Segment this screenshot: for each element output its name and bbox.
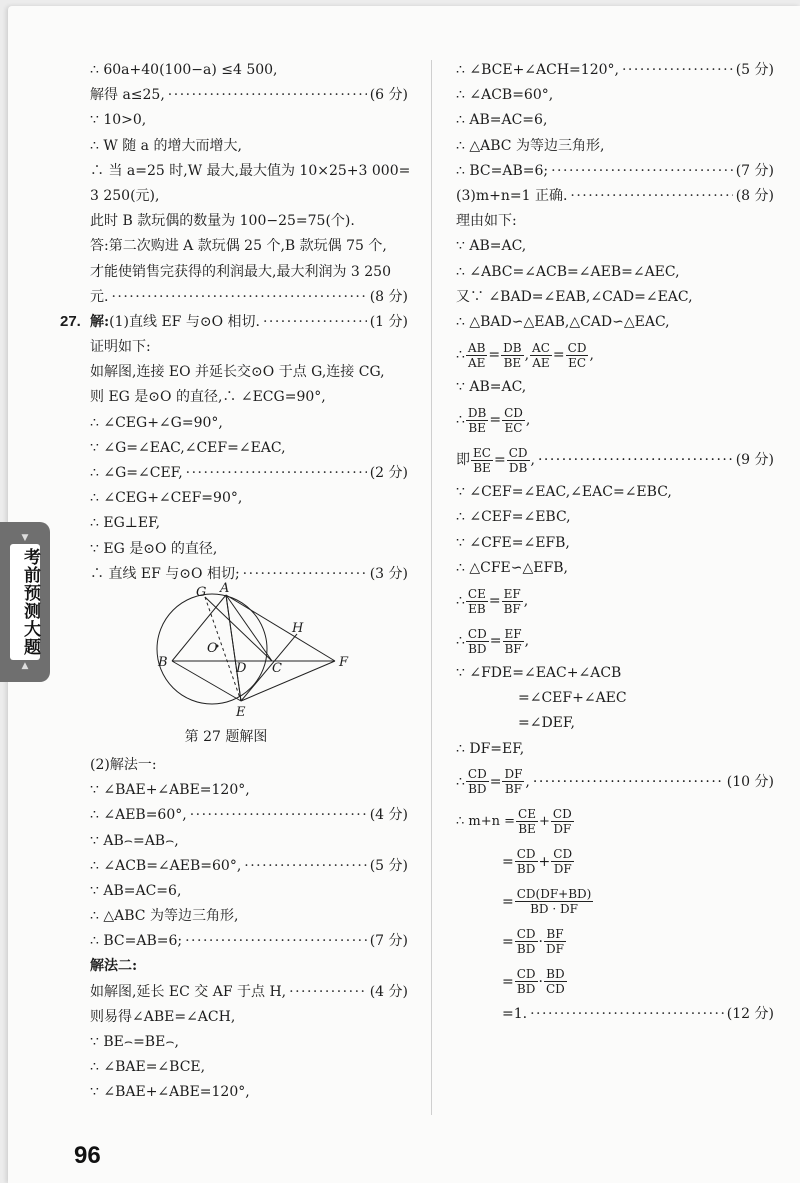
score-label: (9 分) bbox=[735, 452, 774, 469]
formula-prefix: ∴ m+n = bbox=[456, 813, 516, 829]
label-o: O bbox=[207, 640, 218, 656]
denominator: AE bbox=[467, 355, 486, 370]
line-text: ∴ ∠ACB=∠AEB=60°, bbox=[90, 857, 242, 874]
line-text: ∴ BC=AB=6; bbox=[90, 933, 183, 950]
scored-line bbox=[90, 564, 408, 584]
scored-line bbox=[90, 982, 408, 1002]
score-label: (4 分) bbox=[369, 807, 408, 824]
numerator: CD(DF+BD) bbox=[516, 887, 592, 902]
segment-ac bbox=[226, 595, 272, 661]
text-line: ∴ △ABC 为等边三角形, bbox=[90, 908, 239, 925]
scored-line bbox=[90, 931, 408, 951]
formula-prefix: 即 bbox=[456, 452, 470, 469]
text-line: ∵ ∠FDE=∠EAC+∠ACB bbox=[456, 665, 622, 681]
line-text: ∴ ∠AEB=60°, bbox=[90, 807, 187, 824]
circle-diagram-svg bbox=[90, 589, 370, 721]
text-line: ∵ ∠BAE+∠ABE=120°, bbox=[90, 782, 250, 799]
leader-dots bbox=[533, 772, 724, 792]
line-text: ∴ ∠BCE+∠ACH=120°, bbox=[456, 62, 619, 78]
numerator: AC bbox=[532, 340, 550, 355]
label-e: E bbox=[236, 704, 246, 720]
segment-ad bbox=[226, 595, 241, 701]
score-label: (1 分) bbox=[369, 313, 408, 330]
numerator: BD bbox=[546, 967, 565, 982]
numerator: CD bbox=[467, 626, 487, 641]
text-line: 答:第二次购进 A 款玩偶 25 个,B 款玩偶 75 个, bbox=[90, 238, 387, 255]
line-text: 如解图,延长 EC 交 AF 于点 H, bbox=[90, 983, 287, 1000]
scored-line bbox=[90, 287, 408, 307]
text-line: ∵ AB=AC, bbox=[456, 379, 527, 396]
line-text: 解得 a≤25, bbox=[90, 87, 165, 104]
denominator: DF bbox=[546, 942, 564, 957]
fraction bbox=[551, 847, 574, 876]
fraction bbox=[515, 847, 538, 876]
formula-line bbox=[456, 804, 774, 840]
leader-dots bbox=[263, 312, 367, 332]
leader-dots bbox=[243, 564, 367, 584]
page-number: 96 bbox=[74, 1142, 101, 1169]
geometry-figure bbox=[90, 580, 408, 721]
score-label: (3 分) bbox=[369, 565, 408, 582]
scored-line bbox=[456, 1004, 774, 1024]
fraction bbox=[502, 406, 525, 435]
fraction bbox=[502, 627, 523, 656]
figure-caption: 第 27 题解图 bbox=[184, 728, 268, 745]
denominator: BD · DF bbox=[530, 902, 578, 917]
dot-operator: · bbox=[538, 933, 543, 950]
text-line: ∴ △CFE∽△EFB, bbox=[456, 559, 568, 576]
text-line: ∴ ∠ABC=∠ACB=∠AEB=∠AEC, bbox=[456, 263, 680, 280]
formula-prefix: ∴ bbox=[456, 773, 465, 790]
fraction bbox=[551, 807, 574, 836]
text-line: ∵ BE⌢=BE⌢, bbox=[90, 1034, 179, 1050]
formula-prefix: ∴ bbox=[456, 347, 465, 364]
numerator: CD bbox=[567, 340, 587, 355]
segment-af bbox=[226, 595, 335, 661]
text-line: =∠DEF, bbox=[518, 715, 575, 732]
method-title: 解法二: bbox=[90, 958, 138, 975]
text-line: 则易得∠ABE=∠ACH, bbox=[90, 1008, 236, 1025]
text-line: ∴ ∠CEG+∠G=90°, bbox=[90, 414, 223, 431]
formula-suffix: , bbox=[523, 593, 529, 609]
line-text: ∴ 直线 EF 与⊙O 相切; bbox=[90, 565, 240, 582]
formula-prefix: ∴ bbox=[456, 593, 465, 609]
text-line: ∵ AB=AC=6, bbox=[90, 882, 182, 899]
line-text: 元. bbox=[90, 288, 109, 305]
formula-line: ∴ $\frac{CD}{BD}$ = $\frac{EF}{BF}$ , bbox=[456, 626, 530, 656]
formula-line: ∴ $\frac{CD}{BD}$ = $\frac{DF}{BF}$ , ····· (10 分) bbox=[456, 764, 774, 800]
denominator: BE bbox=[503, 355, 522, 370]
scored-line bbox=[90, 85, 408, 105]
leader-dots bbox=[185, 931, 367, 951]
denominator: BF bbox=[504, 641, 522, 656]
line-text: =1. bbox=[502, 1005, 528, 1022]
formula-line: ∴ $\frac{AB}{AE}$ = $\frac{DB}{BE}$ , $\frac{AC}{AE}$ = $\frac{CD}{EC}$ , bbox=[456, 340, 594, 370]
text-line: 此时 B 款玩偶的数量为 100−25=75(个). bbox=[90, 213, 355, 230]
numerator: CD bbox=[467, 767, 487, 782]
denominator: BF bbox=[504, 782, 523, 797]
text-line: ∴ ∠ACB=60°, bbox=[456, 87, 554, 104]
formula-line: 即 $\frac{EC}{BE}$ = $\frac{CD}{DB}$ , ····· (9 分) bbox=[456, 442, 774, 478]
text-line: ∵ 10>0, bbox=[90, 112, 147, 129]
numerator: CD bbox=[552, 807, 572, 822]
label-f: F bbox=[339, 654, 349, 670]
fraction bbox=[530, 341, 552, 370]
fraction bbox=[544, 967, 567, 996]
scored-line bbox=[90, 463, 408, 483]
denominator: DF bbox=[553, 822, 572, 837]
leader-dots bbox=[190, 805, 367, 825]
dot-operator: · bbox=[538, 973, 543, 990]
text-line: 理由如下: bbox=[456, 213, 517, 230]
formula-prefix: = bbox=[502, 933, 514, 950]
score-label: (2 分) bbox=[369, 465, 408, 481]
line-text: (3)m+n=1 正确. bbox=[456, 187, 568, 204]
formula-prefix: ∴ bbox=[456, 412, 465, 429]
denominator: BD bbox=[468, 641, 487, 656]
leader-dots bbox=[111, 287, 366, 307]
arrow-up-icon: ▲ bbox=[21, 661, 29, 671]
text-line: ∴ EG⊥EF, bbox=[90, 515, 161, 532]
text-line: 才能使销售完获得的利润最大,最大利润为 3 250 bbox=[90, 263, 391, 280]
score-label: (7 分) bbox=[369, 933, 408, 950]
leader-dots bbox=[168, 85, 367, 105]
numerator: BF bbox=[546, 927, 564, 942]
formula-suffix: , bbox=[525, 773, 530, 790]
formula-prefix: = bbox=[502, 853, 514, 870]
plus-sign: + bbox=[538, 853, 551, 870]
denominator: DF bbox=[553, 862, 572, 877]
fraction bbox=[516, 807, 538, 836]
leader-dots bbox=[570, 186, 732, 206]
text-line: ∴ DF=EF, bbox=[456, 740, 525, 757]
text-line: ∵ ∠G=∠EAC,∠CEF=∠EAC, bbox=[90, 439, 286, 456]
text-line: ∴ △BAD∽△EAB,△CAD∽△EAC, bbox=[456, 313, 670, 330]
denominator: EC bbox=[504, 420, 523, 435]
fraction bbox=[466, 627, 489, 656]
leader-dots bbox=[538, 450, 733, 470]
formula-line: ∴ $\frac{DB}{BE}$ = $\frac{CD}{EC}$ , bbox=[456, 405, 531, 435]
formula-suffix: , bbox=[589, 347, 594, 364]
line-text: ∴ ∠G=∠CEF, bbox=[90, 465, 183, 481]
score-label: (8 分) bbox=[369, 288, 408, 305]
formula-suffix: , bbox=[524, 633, 530, 649]
numerator: CD bbox=[516, 967, 536, 982]
text-line: 如解图,连接 EO 并延长交⊙O 于点 G,连接 CG, bbox=[90, 364, 385, 381]
formula-line bbox=[456, 924, 774, 960]
denominator: BE bbox=[468, 420, 486, 435]
fraction bbox=[466, 587, 488, 616]
label-a: A bbox=[220, 580, 230, 596]
score-label: (12 分) bbox=[726, 1005, 774, 1022]
fraction bbox=[501, 341, 523, 370]
formula-suffix: , bbox=[530, 452, 535, 469]
fraction bbox=[566, 341, 589, 370]
denominator: AE bbox=[532, 355, 550, 370]
denominator: BD bbox=[468, 782, 487, 797]
numerator: CE bbox=[467, 586, 486, 601]
denominator: EC bbox=[568, 355, 587, 370]
text-line: ∵ AB=AC, bbox=[456, 238, 527, 255]
scored-line bbox=[90, 805, 408, 825]
question-27-line bbox=[60, 312, 408, 332]
separator: , bbox=[524, 347, 530, 364]
denominator: BD bbox=[516, 942, 536, 957]
scored-line bbox=[90, 856, 408, 876]
label-g: G bbox=[196, 584, 207, 600]
question-number: 27. bbox=[60, 312, 81, 330]
text-line: ∴ W 随 a 的增大而增大, bbox=[90, 137, 242, 154]
numerator: CD bbox=[516, 847, 536, 862]
text-line: ∴ ∠CEF=∠EBC, bbox=[456, 509, 571, 526]
arrow-down-icon: ▼ bbox=[21, 533, 29, 543]
left-column bbox=[60, 60, 411, 1108]
fraction bbox=[466, 406, 488, 435]
text-line: ∴ ∠BAE=∠BCE, bbox=[90, 1059, 206, 1076]
line-text bbox=[90, 312, 260, 332]
formula-suffix: , bbox=[525, 412, 531, 429]
answer-text: (1)直线 EF 与⊙O 相切. bbox=[109, 313, 260, 330]
answer-label: 解: bbox=[90, 313, 110, 330]
fraction bbox=[502, 767, 524, 796]
text-line: ∴ 60a+40(100−a) ≤4 500, bbox=[90, 62, 278, 78]
denominator: DB bbox=[508, 460, 528, 475]
label-h: H bbox=[292, 620, 304, 636]
fraction bbox=[471, 446, 493, 475]
label-d: D bbox=[236, 660, 247, 676]
text-line: 则 EG 是⊙O 的直径,∴ ∠ECG=90°, bbox=[90, 389, 326, 406]
text-line: ∴ ∠CEG+∠CEF=90°, bbox=[90, 490, 243, 507]
text-line: ∵ ∠CEF=∠EAC,∠EAC=∠EBC, bbox=[456, 484, 672, 501]
numerator: CD bbox=[504, 405, 523, 420]
numerator: CE bbox=[518, 807, 536, 822]
denominator: BE bbox=[518, 822, 536, 837]
fraction bbox=[544, 927, 566, 956]
side-tab-label: 考前预测大题 bbox=[10, 544, 40, 660]
scored-line bbox=[456, 186, 774, 206]
numerator: CD bbox=[553, 847, 573, 862]
leader-dots bbox=[186, 463, 367, 483]
fraction bbox=[466, 341, 487, 370]
text-line: ∵ ∠CFE=∠EFB, bbox=[456, 534, 570, 551]
formula-prefix: = bbox=[502, 973, 514, 990]
label-c: C bbox=[272, 660, 282, 676]
formula-line bbox=[456, 844, 774, 880]
score-label: (5 分) bbox=[735, 62, 774, 78]
text-line: ∴ △ABC 为等边三角形, bbox=[456, 137, 605, 154]
score-label: (10 分) bbox=[726, 773, 774, 790]
leader-dots bbox=[622, 60, 733, 80]
numerator: CD bbox=[516, 927, 536, 942]
numerator: DB bbox=[467, 405, 487, 420]
formula-line bbox=[456, 884, 774, 920]
fraction bbox=[515, 927, 538, 956]
denominator: BD bbox=[516, 862, 536, 877]
denominator: EB bbox=[468, 601, 486, 616]
label-b: B bbox=[158, 654, 168, 670]
column-divider bbox=[431, 60, 432, 1115]
formula-line bbox=[456, 964, 774, 1000]
text-line: ∵ EG 是⊙O 的直径, bbox=[90, 540, 218, 557]
denominator: BF bbox=[503, 601, 521, 616]
text-line: ∴ 当 a=25 时,W 最大,最大值为 10×25+3 000= bbox=[90, 162, 411, 179]
score-label: (7 分) bbox=[735, 162, 774, 179]
text-line: ∴ AB=AC=6, bbox=[456, 112, 548, 129]
denominator: BD bbox=[516, 982, 536, 997]
leader-dots bbox=[530, 1004, 724, 1024]
line-text: ∴ BC=AB=6; bbox=[456, 162, 549, 179]
numerator: EF bbox=[504, 626, 522, 641]
score-label: (4 分) bbox=[369, 983, 408, 1000]
plus-sign: + bbox=[538, 813, 550, 829]
fraction bbox=[515, 887, 594, 916]
score-label: (5 分) bbox=[369, 857, 408, 874]
segment-ef bbox=[241, 661, 335, 701]
right-column bbox=[456, 60, 774, 1029]
text-line: 3 250(元), bbox=[90, 187, 160, 204]
text-line: 又∵ ∠BAD=∠EAB,∠CAD=∠EAC, bbox=[456, 288, 693, 305]
method-title: (2)解法一: bbox=[90, 756, 157, 773]
numerator: DF bbox=[504, 767, 523, 782]
numerator: DB bbox=[503, 340, 522, 355]
segment-eh bbox=[241, 634, 297, 701]
formula-prefix: = bbox=[502, 893, 514, 910]
text-line: ∵ AB⌢=AB⌢, bbox=[90, 832, 179, 849]
leader-dots bbox=[244, 856, 366, 876]
text-line: =∠CEF+∠AEC bbox=[518, 690, 627, 707]
numerator: EC bbox=[473, 445, 491, 460]
fraction bbox=[507, 446, 530, 475]
fraction bbox=[502, 587, 523, 616]
numerator: EF bbox=[503, 586, 521, 601]
text-line: 证明如下: bbox=[90, 339, 151, 356]
scored-line bbox=[456, 60, 774, 80]
leader-dots bbox=[289, 982, 367, 1002]
formula-line: ∴ $\frac{CE}{EB}$ = $\frac{EF}{BF}$ , bbox=[456, 586, 529, 616]
scored-line bbox=[456, 161, 774, 181]
text-line: ∵ ∠BAE+∠ABE=120°, bbox=[90, 1084, 250, 1101]
score-label: (8 分) bbox=[735, 187, 774, 204]
numerator: AB bbox=[467, 340, 486, 355]
denominator: BE bbox=[473, 460, 491, 475]
leader-dots bbox=[551, 161, 733, 181]
numerator: CD bbox=[508, 445, 528, 460]
score-label: (6 分) bbox=[369, 87, 408, 104]
fraction bbox=[515, 967, 538, 996]
formula-prefix: ∴ bbox=[456, 633, 465, 649]
denominator: CD bbox=[546, 982, 565, 997]
side-tab[interactable] bbox=[0, 522, 50, 682]
fraction bbox=[466, 767, 489, 796]
